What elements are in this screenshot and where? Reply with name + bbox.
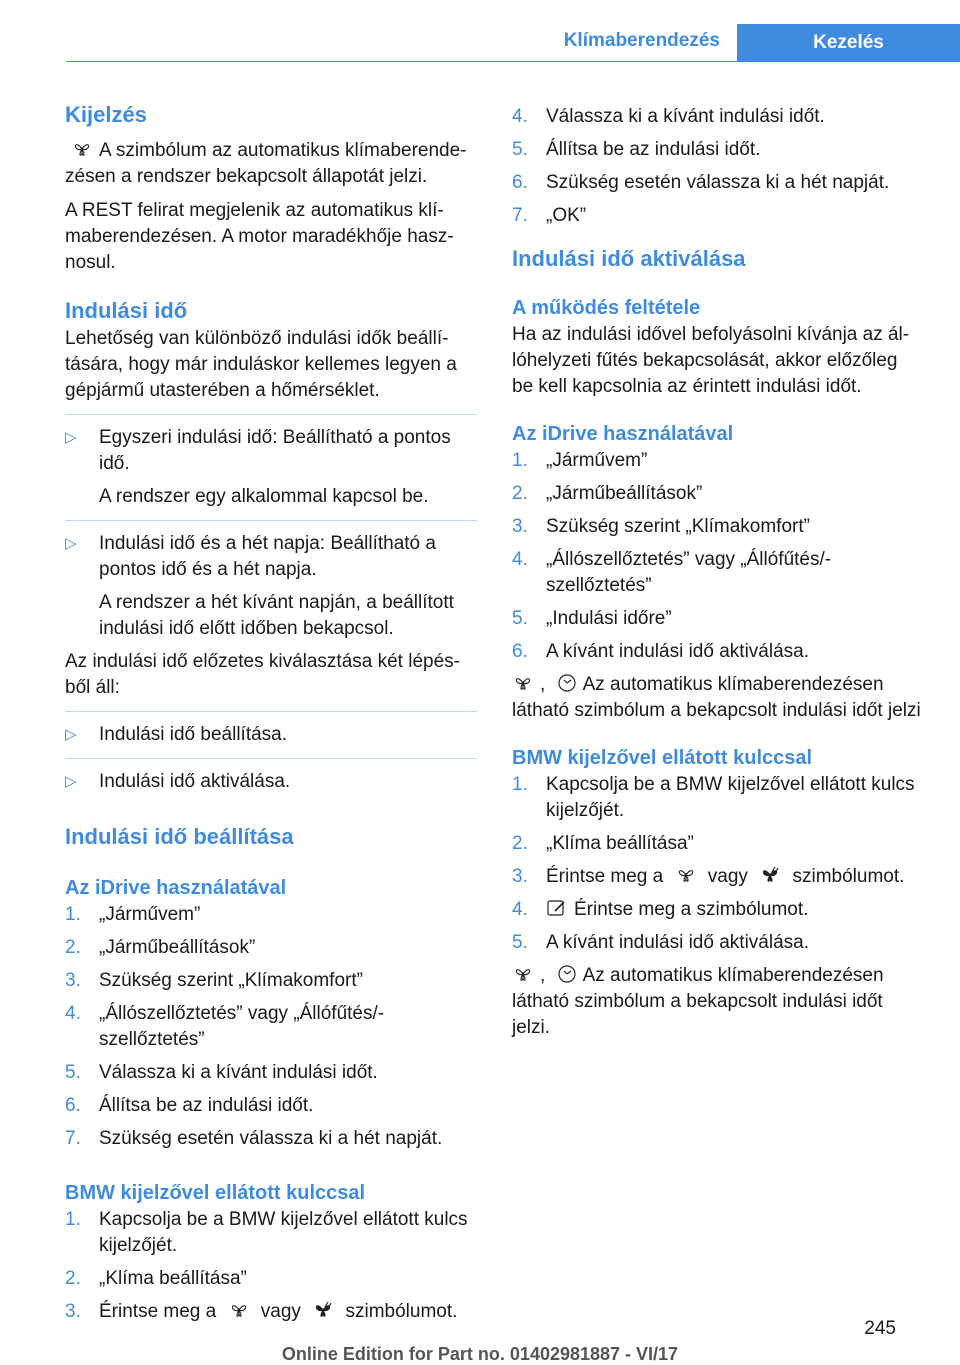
list-item: 6. A kívánt indulási idő aktiválása. xyxy=(512,641,809,662)
symbol-paragraph-1: , Az automatikus klímaberendezésen látható szimbólum a bekapcsolt indulási időt jelzi xyxy=(512,674,921,721)
list-item: 2. „Járműbeállítások” xyxy=(65,937,256,958)
list-item: 3. Szükség szerint „Klímakomfort” xyxy=(512,516,810,537)
separator xyxy=(65,758,477,759)
list-item: 5. Állítsa be az indulási időt. xyxy=(512,139,761,160)
ventilation-icon xyxy=(759,866,781,884)
fan-icon xyxy=(675,866,697,884)
list-item: 7. Szükség esetén válassza ki a hét napját. xyxy=(65,1128,443,1149)
indulasi-paragraph-2: Az indulási idő előzetes kiválasztása két lépés-ből áll: xyxy=(65,651,460,698)
list-item: 4. „Állószellőztetés” vagy „Állófűtés/-szellőztetés” xyxy=(65,1003,385,1050)
header-chapter-tab: Kezelés xyxy=(737,24,960,62)
list-item: ▷ Indulási idő aktiválása. xyxy=(65,771,291,792)
edit-icon xyxy=(546,898,568,918)
list-item: 1. Kapcsolja be a BMW kijelzővel ellátott kulcs kijelzőjét. xyxy=(512,774,915,821)
kijelzes-paragraph-1: A szimbólum az automatikus klímaberende-zésen a rendszer bekapcsolt állapotát jelzi. xyxy=(65,140,467,187)
symbol-paragraph-2: , Az automatikus klímaberendezésen látható szimbólum a bekapcsolt indulási időt jelzi. xyxy=(512,965,884,1038)
list-item: ▷ Indulási idő beállítása. xyxy=(65,724,288,745)
heading-bmw-key: BMW kijelzővel ellátott kulccsal xyxy=(65,1182,366,1204)
heading-beallitasa: Indulási idő beállítása xyxy=(65,824,294,849)
separator xyxy=(65,711,477,712)
list-item: 5. Válassza ki a kívánt indulási időt. xyxy=(65,1062,378,1083)
list-item: 6. Állítsa be az indulási időt. xyxy=(65,1095,314,1116)
indulasi-paragraph-1: Lehetőség van különböző indulási idők beállí-tására, hogy már induláskor kellemes legyen a gépjármű utasterében a hőmérséklet. xyxy=(65,328,457,401)
list-item: 3. Szükség szerint „Klímakomfort” xyxy=(65,970,363,991)
kijelzes-paragraph-2: A REST felirat megjelenik az automatikus klí-maberendezésen. A motor maradékhője hasz-nosul. xyxy=(65,200,454,273)
heading-bmw-key: BMW kijelzővel ellátott kulccsal xyxy=(512,747,813,769)
heading-kijelzes: Kijelzés xyxy=(65,102,147,127)
list-item: 4. Válassza ki a kívánt indulási időt. xyxy=(512,106,825,127)
heading-aktivalasa: Indulási idő aktiválása xyxy=(512,246,746,271)
list-item: ▷ Indulási idő és a hét napja: Beállítható a pontos idő és a hét napja. A rendszer a hét kívánt napján, a beállított indulási idő előtt időben bekapcsol. xyxy=(65,533,454,639)
list-item: 1. Kapcsolja be a BMW kijelzővel ellátott kulcs kijelzőjét. xyxy=(65,1209,468,1256)
list-item: 5. A kívánt indulási idő aktiválása. xyxy=(512,932,809,953)
list-item: 1. „Járművem” xyxy=(65,904,201,925)
clock-icon xyxy=(557,964,577,984)
list-item: 2. „Klíma beállítása” xyxy=(512,833,694,854)
header-section-title: Klímaberendezés xyxy=(563,30,720,51)
heading-idrive: Az iDrive használatával xyxy=(65,877,287,899)
fan-icon xyxy=(71,140,93,158)
list-item: 2. „Járműbeállítások” xyxy=(512,483,703,504)
fan-icon xyxy=(512,674,534,692)
left-column xyxy=(65,100,477,1332)
heading-indulasi-ido: Indulási idő xyxy=(65,298,188,323)
list-item: 6. Szükség esetén válassza ki a hét napját. xyxy=(512,172,890,193)
ventilation-icon xyxy=(312,1301,334,1319)
page-number: 245 xyxy=(864,1318,896,1339)
list-item: 3. Érintse meg a vagy szimbólumot. xyxy=(65,1301,458,1322)
right-column xyxy=(512,100,922,1041)
fan-icon xyxy=(512,965,534,983)
heading-feltetel: A működés feltétele xyxy=(512,297,701,319)
separator xyxy=(65,414,477,415)
list-item: 1. „Járművem” xyxy=(512,450,648,471)
heading-idrive: Az iDrive használatával xyxy=(512,423,734,445)
list-item: 7. „OK” xyxy=(512,205,587,226)
edition-footer: Online Edition for Part no. 01402981887 - VI/17 xyxy=(281,1344,679,1364)
list-item: 5. „Indulási időre” xyxy=(512,608,672,629)
list-item: 2. „Klíma beállítása” xyxy=(65,1268,247,1289)
feltetel-paragraph: Ha az indulási idővel befolyásolni kívánja az ál-lóhelyzeti fűtés bekapcsolását, akkor előzőleg be kell kapcsolnia az érintett indulási időt. xyxy=(512,324,910,397)
clock-icon xyxy=(557,673,577,693)
list-item: 3. Érintse meg a vagy szimbólumot. xyxy=(512,866,905,887)
fan-icon xyxy=(228,1301,250,1319)
separator xyxy=(65,520,477,521)
page-header xyxy=(0,0,960,62)
list-item: ▷ Egyszeri indulási idő: Beállítható a pontos idő. A rendszer egy alkalommal kapcsol be. xyxy=(65,427,451,507)
list-item: 4. Érintse meg a szimbólumot. xyxy=(512,899,809,920)
list-item: 4. „Állószellőztetés” vagy „Állófűtés/-szellőztetés” xyxy=(512,549,832,596)
